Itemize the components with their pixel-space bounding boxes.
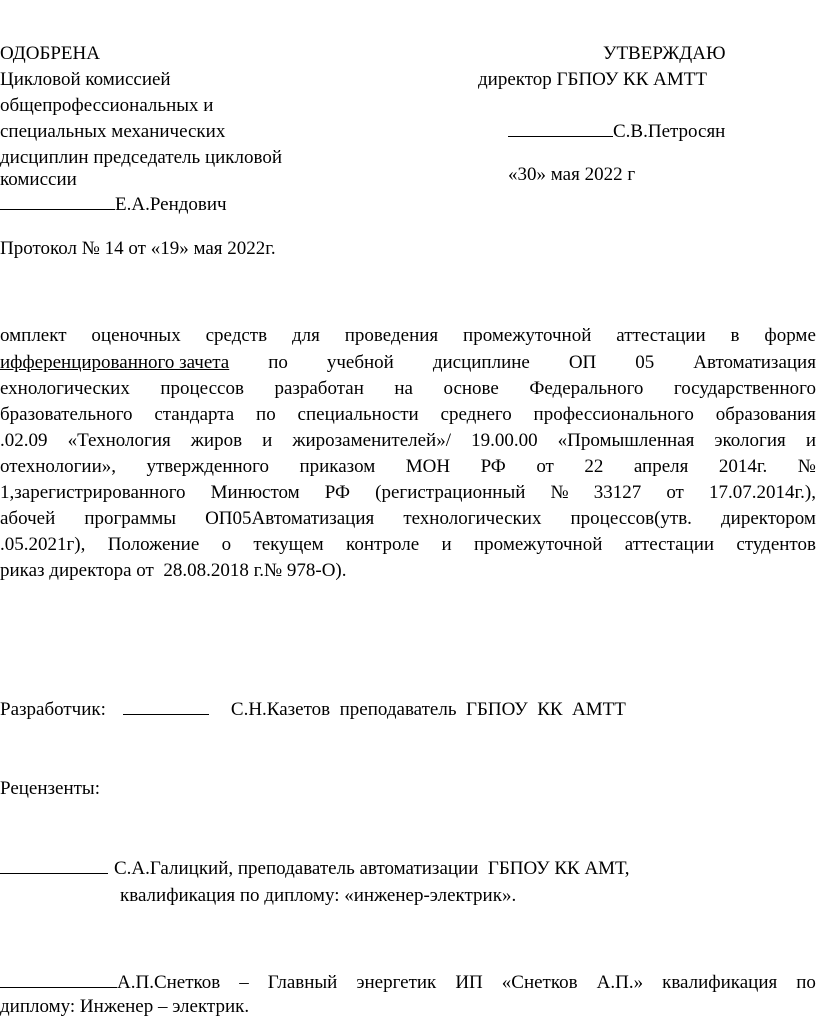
commission-line-5: комиссии [0,169,77,190]
developer-text: С.Н.Казетов преподаватель ГБПОУ КК АМТТ [230,699,626,720]
signature-underline [508,120,613,137]
chair-name: Е.А.Рендович [115,194,227,215]
signature-underline [123,698,209,715]
body-line-3: ехнологических процессов разработан на основе Федерального государственного [0,378,816,399]
body-line-8: абочей программы ОП05Автоматизация технологических процессов(утв. директором [0,508,816,529]
signature-underline [0,971,117,988]
signature-underline [0,857,108,874]
commission-line-1: Цикловой комиссией [0,69,171,90]
commission-line-2: общепрофессиональных и [0,95,214,116]
body-line-9: .05.2021г), Положение о текущем контроле и промежуточной аттестации студентов [0,534,816,555]
body-line-7: 1,зарегистрированного Минюстом РФ (регистрационный № 33127 от 17.07.2014г.), [0,482,816,503]
approved-title: ОДОБРЕНА [0,43,100,64]
signature-underline [0,193,115,210]
protocol-line: Протокол № 14 от «19» мая 2022г. [0,238,276,259]
reviewer-2-qualification: диплому: Инженер – электрик. [0,996,250,1017]
body-line-1: омплект оценочных средств для проведения промежуточной аттестации в форме [0,325,816,346]
director-position: директор ГБПОУ КК АМТТ [478,69,707,90]
reviewer-1-qualification: квалификация по диплому: «инженер-электрик». [120,885,517,906]
body-line-6: отехнологии», утвержденного приказом МОН РФ от 22 апреля 2014г. № [0,456,816,477]
reviewers-label: Рецензенты: [0,778,100,799]
reviewer-2-line-1: А.П.Снетков – Главный энергетик ИП «Снетков А.П.» квалификация по [0,971,816,995]
commission-line-3: специальных механических [0,121,226,142]
body-line-4: бразовательного стандарта по специальности среднего профессионального образования [0,404,816,425]
chair-signature-line [0,193,227,217]
director-signature-line [508,120,725,144]
director-name: С.В.Петросян [613,121,726,142]
reviewer-1-name: С.А.Галицкий, преподаватель автоматизации ГБПОУ КК АМТ, [114,858,630,879]
developer-line [0,698,626,722]
form-type-underlined: ифференцированного зачета [0,352,230,373]
commission-line-4: дисциплин председатель цикловой [0,147,283,168]
body-line-10: риказ директора от 28.08.2018 г.№ 978-О). [0,560,347,581]
body-line-2: ифференцированного зачета по учебной дисциплине ОП 05 Автоматизация [0,352,816,373]
developer-label: Разработчик: [0,699,106,720]
body-line-5: .02.09 «Технология жиров и жирозаменителей»/ 19.00.00 «Промышленная экология и [0,430,816,451]
approval-date: «30» мая 2022 г [508,164,636,185]
reviewer-1-line-1 [0,857,630,881]
approve-title: УТВЕРЖДАЮ [603,43,726,64]
